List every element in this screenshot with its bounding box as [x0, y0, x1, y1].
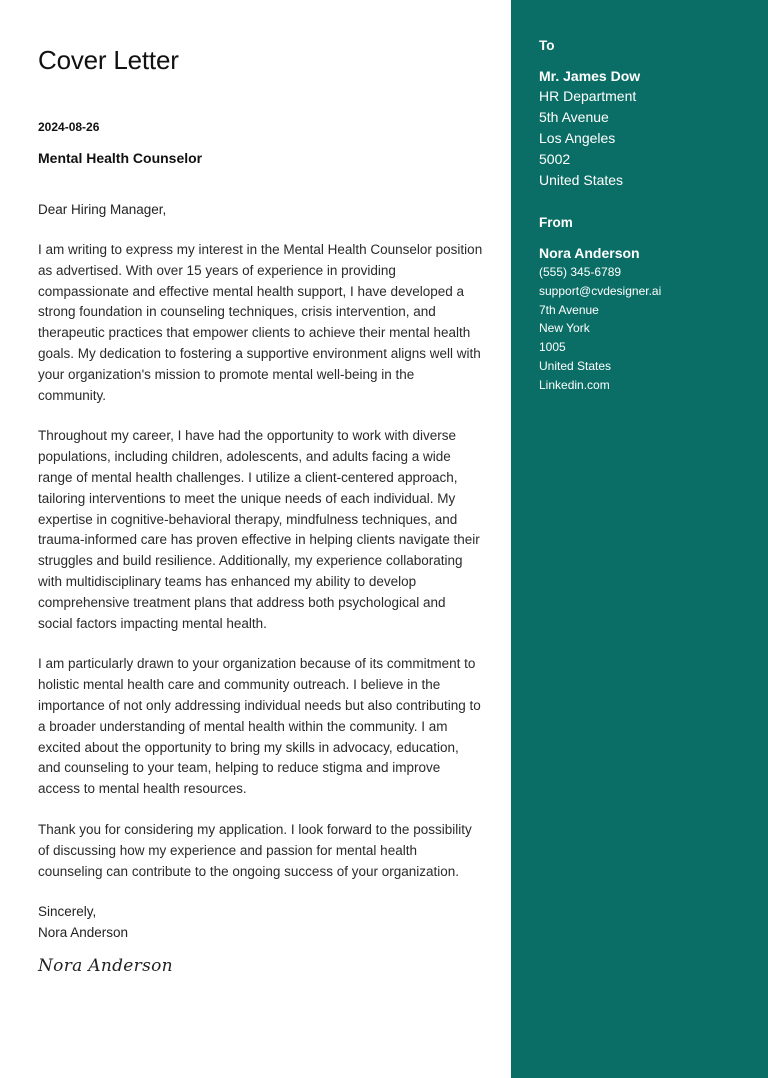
greeting: Dear Hiring Manager,	[38, 202, 167, 217]
recipient-line: HR Department	[539, 88, 637, 104]
sender-zip: 1005	[539, 340, 566, 355]
sender-country: United States	[539, 358, 612, 373]
closing: Sincerely,	[38, 904, 97, 920]
from-heading: From	[539, 215, 573, 230]
sender-name: Nora Anderson	[38, 925, 129, 941]
sender-name-sidebar: Nora Anderson	[539, 245, 640, 261]
paragraph: Throughout my career, I have had the opportunity to work with diverse populations, including children, adolescents, and adults facing a wide range of mental health challenges. I utilize a client-centered approach, tailoring interventions to meet the unique needs of each individual. My expertise in cognitive-behavioral therapy, mindfulness techniques, and trauma-informed care has proven effective in helping clients navigate their struggles and build resilience. Additionally, my experience collaborating with multidisciplinary teams has enhanced my ability to develop comprehensive treatment plans that address both psychological and social factors impacting mental health.	[38, 428, 480, 631]
signature: Nora Anderson	[38, 955, 173, 976]
recipient-name: Mr. James Dow	[539, 68, 641, 84]
sender-city: New York	[539, 321, 590, 336]
contact-sidebar	[511, 0, 768, 1078]
to-heading: To	[539, 38, 555, 53]
sender-street: 7th Avenue	[539, 302, 599, 317]
paragraph: I am particularly drawn to your organization because of its commitment to holistic mental health care and community outreach. I believe in the importance of not only addressing individual needs but also contributing to a broader understanding of mental health within the community. I am excited about the opportunity to bring my skills in advocacy, education, and counseling to your team, helping to reduce stigma and improve access to mental health resources.	[38, 656, 481, 797]
sender-linkedin: Linkedin.com	[539, 377, 610, 392]
paragraph: Thank you for considering my application. I look forward to the possibility of discussing how my experience and passion for mental health counseling can contribute to the ongoing success of your organization.	[38, 821, 472, 879]
sender-phone: (555) 345-6789	[539, 265, 622, 279]
position-title: Mental Health Counselor	[38, 150, 203, 166]
letter-date: 2024-08-26	[38, 120, 100, 134]
recipient-line: United States	[539, 172, 624, 188]
page-title: Cover Letter	[38, 45, 179, 75]
recipient-line: Los Angeles	[539, 130, 616, 146]
recipient-line: 5002	[539, 151, 571, 167]
sender-email: support@cvdesigner.ai	[539, 283, 662, 298]
recipient-line: 5th Avenue	[539, 109, 609, 125]
closing-block	[38, 902, 483, 944]
paragraph: I am writing to express my interest in the Mental Health Counselor position as advertised. With over 15 years of experience in providing compassionate and effective mental health support, I have developed a strong foundation in counseling techniques, crisis intervention, and therapeutic practices that empower clients to achieve their mental health goals. My dedication to fostering a supportive environment aligns well with your organization's mission to promote mental well-being in the community.	[38, 242, 483, 403]
